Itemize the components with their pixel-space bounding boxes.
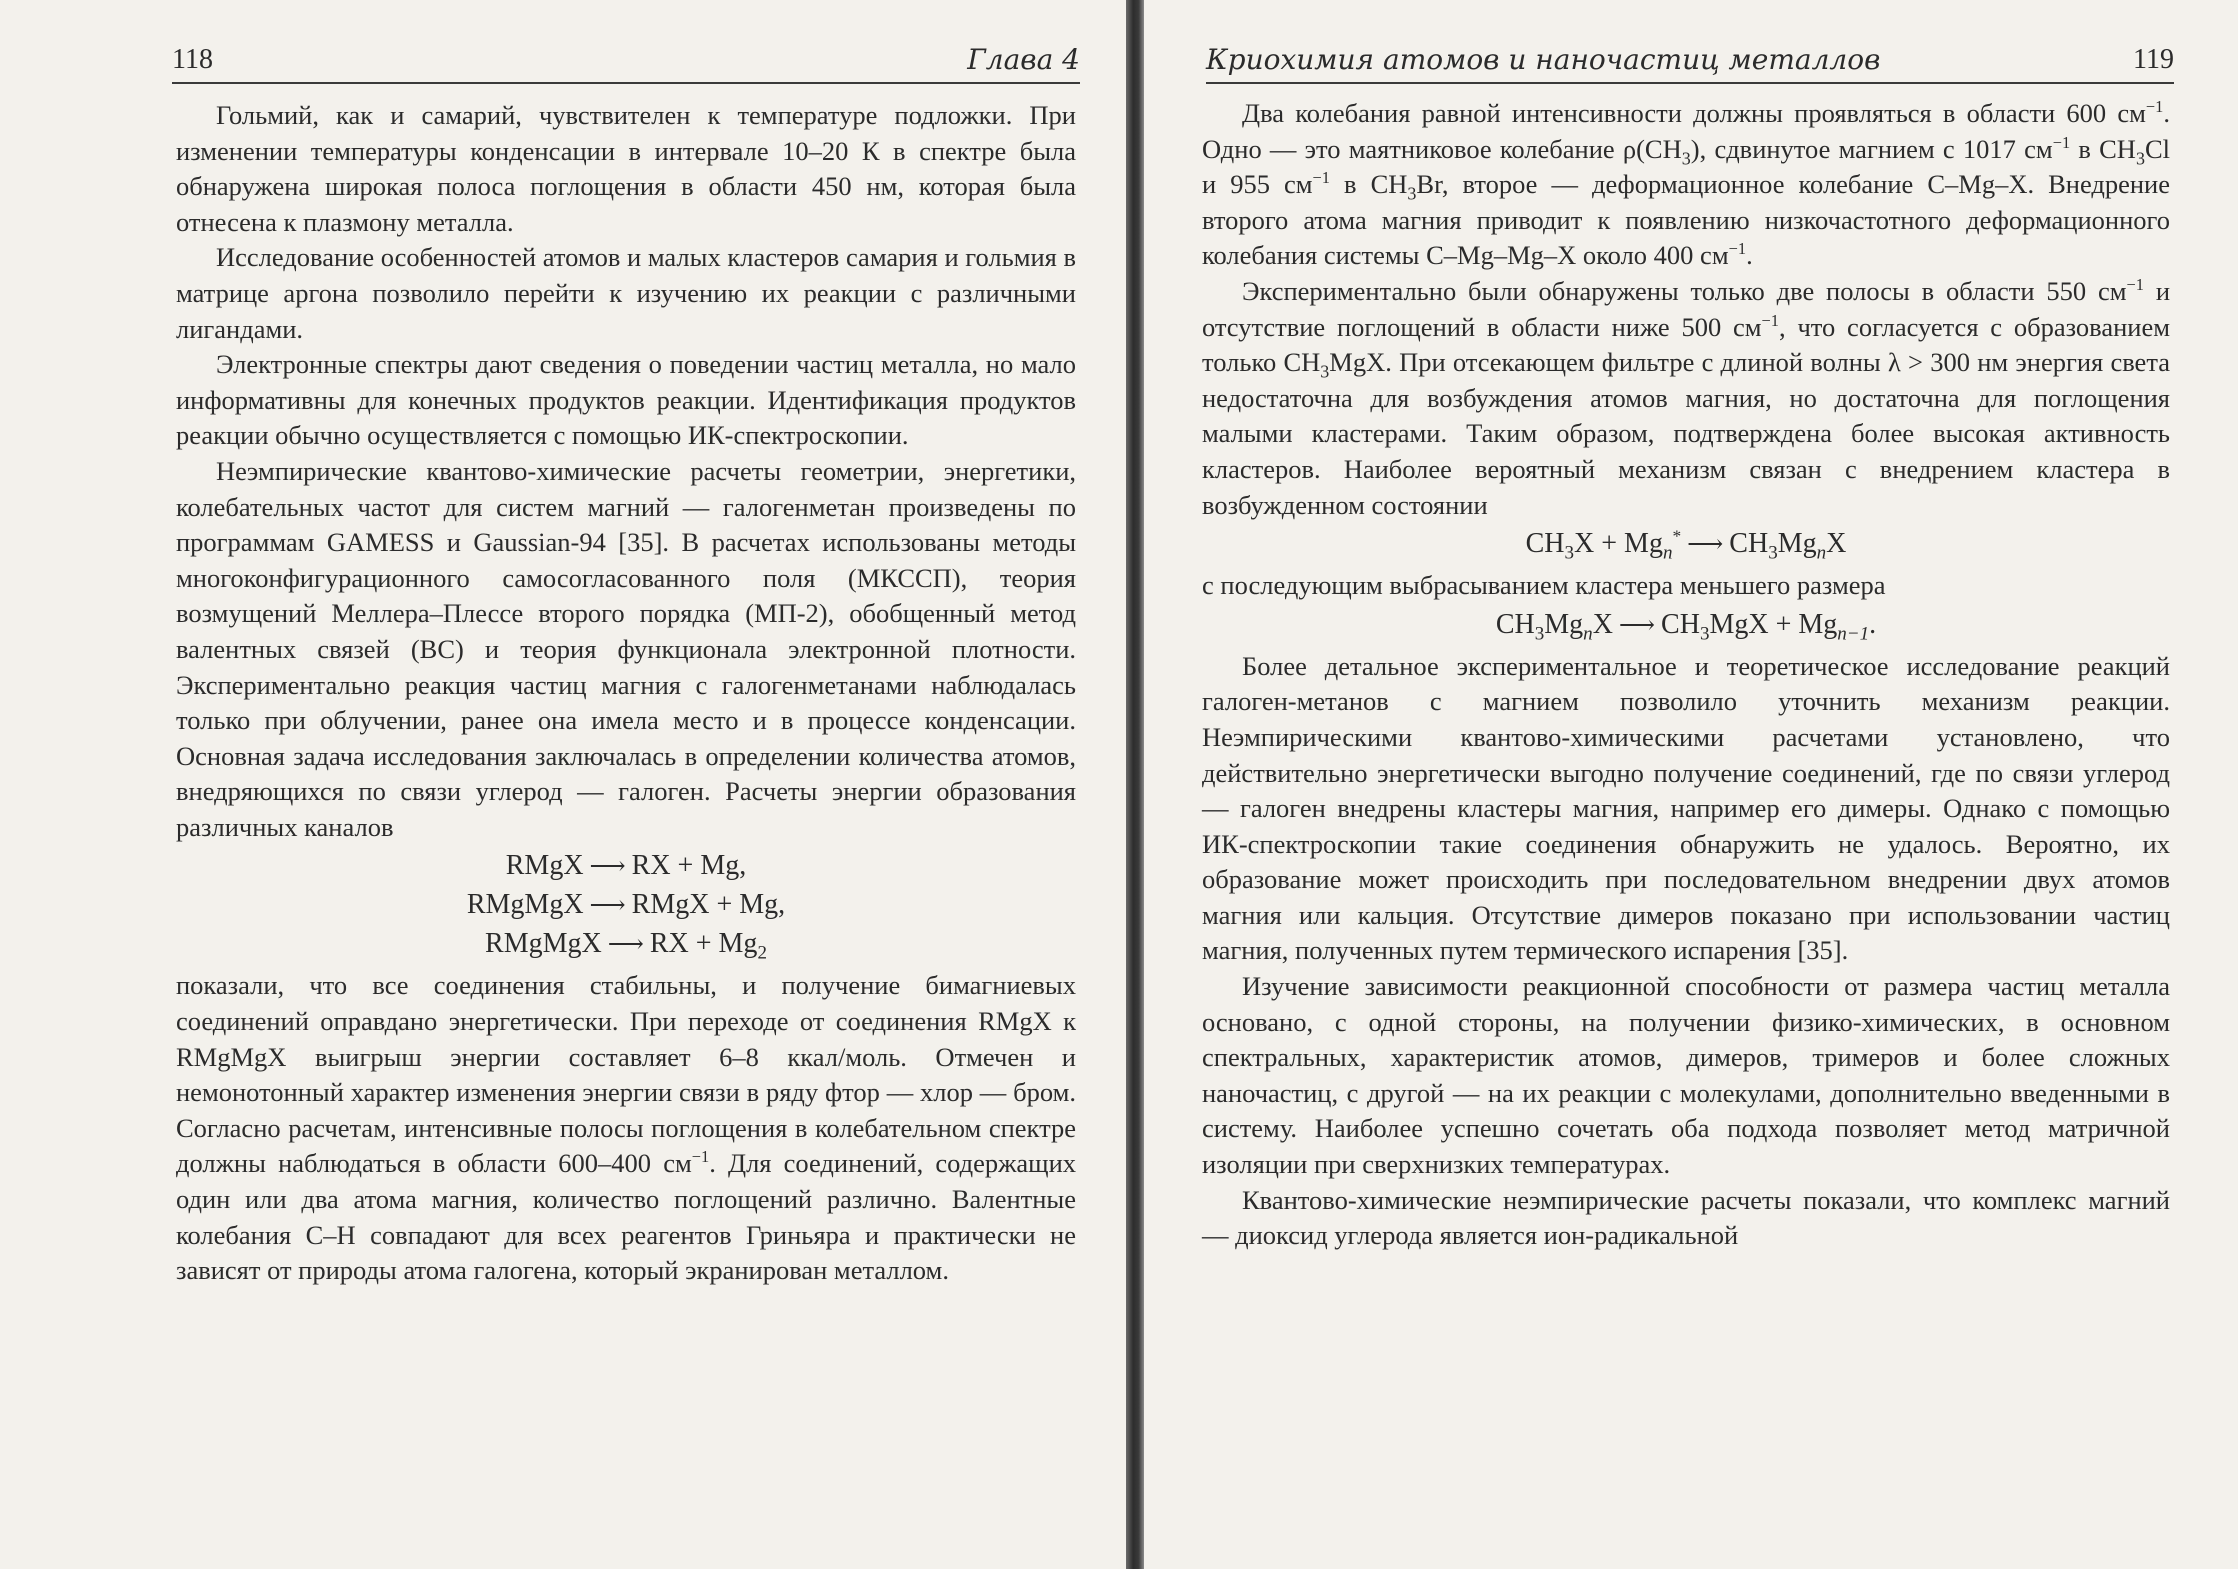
paragraph: Квантово-химические неэмпирические расчеты показали, что комплекс магний — диоксид углерода является ион-радикальной bbox=[1202, 1184, 2170, 1251]
reaction-equations bbox=[176, 847, 1076, 964]
page-number: 118 bbox=[172, 44, 213, 75]
paragraph: Более детальное экспериментальное и теоретическое исследование реакций галоген-метанов с магнием позволило уточнить механизм реакции. Неэмпирическими квантово-химическими расчетами установлено, что действительно энергетически выгодно получение соединений, где по связи углерод — галоген внедрены кластеры магния, например его димеры. Однако с помощью ИК-спектроскопии такие соединения обнаружить не удалось. Вероятно, их образование может происходить при последовательном внедрении двух атомов магния или кальция. Отсутствие димеров показано при использовании частиц магния, полученных путем термического испарения [35]. bbox=[1202, 650, 2170, 966]
paragraph: показали, что все соединения стабильны, и получение бимагниевых соединений оправдано энергетически. При переходе от соединения RMgX к RMgMgX выигрыш энергии составляет 6–8 ккал/моль. Отмечен и немонотонный характер изменения энергии связи в ряду фтор — хлор — бром. Согласно расчетам, интенсивные полосы поглощения в колебательном спектре должны наблюдаться в области 600–400 $см^{-1}$. Для соединений, содержащих один или два атома магния, количество поглощений различно. Валентные колебания С–Н совпадают для всех реагентов Гриньяра и практически не зависят от природы атома галогена, который экранирован металлом. bbox=[176, 970, 1077, 1286]
arrow-icon: ⟶ bbox=[589, 853, 626, 881]
left-page-header bbox=[172, 34, 1080, 84]
reaction-equation bbox=[1202, 525, 2170, 564]
equation: $CH_3Mg_nX$ ⟶ $CH_3MgX + Mg_{n-1}$. bbox=[1495, 608, 1877, 645]
left-page-body bbox=[176, 98, 1076, 1289]
paragraph: Электронные спектры дают сведения о поведении частиц металла, но мало информативны для конечных продуктов реакции. Идентификация продуктов реакции обычно осуществляется с помощью ИК-спектроскопии. bbox=[176, 349, 1076, 451]
paragraph: Изучение зависимости реакционной способности от размера частиц металла основано, с одной стороны, на получении физико-химических, в основном спектральных, характеристик атомов, димеров, тримеров и более сложных наночастиц, с другой — на их реакции с молекулами, дополнительно введенными в систему. Наиболее успешно сочетать оба подхода позволяет метод матричной изоляции при сверхнизких температурах. bbox=[1202, 971, 2170, 1180]
right-page-body bbox=[1202, 96, 2170, 1254]
paragraph: с последующим выбрасыванием кластера меньшего размера bbox=[1202, 570, 1886, 601]
running-head: Глава 4 bbox=[967, 43, 1080, 76]
right-page-header bbox=[1206, 34, 2174, 84]
arrow-icon: ⟶ bbox=[607, 931, 644, 959]
paragraph: Неэмпирические квантово-химические расчеты геометрии, энергетики, колебательных частот для систем магний — галогенметан произведены по программам GAMESS и Gaussian-94 [35]. В расчетах использованы методы многоконфигурационного самосогласованного поля (МКССП), теория возмущений Меллера–Плессе второго порядка (МП-2), обобщенный метод валентных связей (ВС) и теория функционала электронной плотности. Экспериментально реакция частиц магния с галогенметанами наблюдалась только при облучении, ранее она имела место и в процессе конденсации. Основная задача исследования заключалась в определении количества атомов, внедряющихся по связи углерод — галоген. Расчеты энергии образования различных каналов bbox=[176, 455, 1076, 842]
equation: RMgMgX ⟶ RX + $Mg_2$ bbox=[485, 928, 767, 965]
running-head: Криохимия атомов и наночастиц металлов bbox=[1206, 43, 1881, 76]
reaction-equation bbox=[1202, 606, 2170, 645]
arrow-icon: ⟶ bbox=[1618, 611, 1656, 639]
page-number: 119 bbox=[2133, 44, 2174, 75]
arrow-icon: ⟶ bbox=[1687, 531, 1724, 559]
book-spine bbox=[1126, 0, 1144, 1569]
right-page bbox=[1150, 0, 2238, 1569]
paragraph: Экспериментально были обнаружены только две полосы в области 550 $см^{-1}$ и отсутствие поглощений в области ниже 500 $см^{-1}$, что согласуется с образованием только $CH_3MgX$. При отсекающем фильтре с длиной волны λ > 300 нм энергия света недостаточна для возбуждения атомов магния, но достаточна для поглощения малыми кластерами. Таким образом, подтверждена более высокая активность кластеров. Наиболее вероятный механизм связан с внедрением кластера в возбужденном состоянии bbox=[1202, 275, 2171, 520]
equation: RMgX ⟶ RX + Mg, bbox=[176, 847, 1076, 886]
equation: RMgMgX ⟶ RMgX + Mg, bbox=[176, 886, 1076, 925]
paragraph: Гольмий, как и самарий, чувствителен к температуре подложки. При изменении температуры конденсации в интервале 10–20 К в спектре была обнаружена широкая полоса поглощения в области 450 нм, которая была отнесена к плазмону металла. bbox=[176, 100, 1076, 237]
paragraph: Исследование особенностей атомов и малых кластеров самария и гольмия в матрице аргона позволило перейти к изучению их реакции с различными лигандами. bbox=[176, 242, 1076, 344]
equation: $CH_3X + Mg_n^*$ ⟶ $CH_3Mg_nX$ bbox=[1525, 526, 1847, 564]
arrow-icon: ⟶ bbox=[589, 892, 626, 920]
paragraph: Два колебания равной интенсивности должны проявляться в области 600 $см^{-1}$. Одно — это маятниковое колебание $\rho(CH_3)$, сдвинутое магнием с 1017 $см^{-1}$ в $CH_3Cl$ и 955 $см^{-1}$ в $CH_3Br$, второе — деформационное колебание C–Mg–X. Внедрение второго атома магния приводит к появлению низкочастотного деформационного колебания системы C–Mg–Mg–X около 400 $см^{-1}$. bbox=[1202, 97, 2171, 271]
